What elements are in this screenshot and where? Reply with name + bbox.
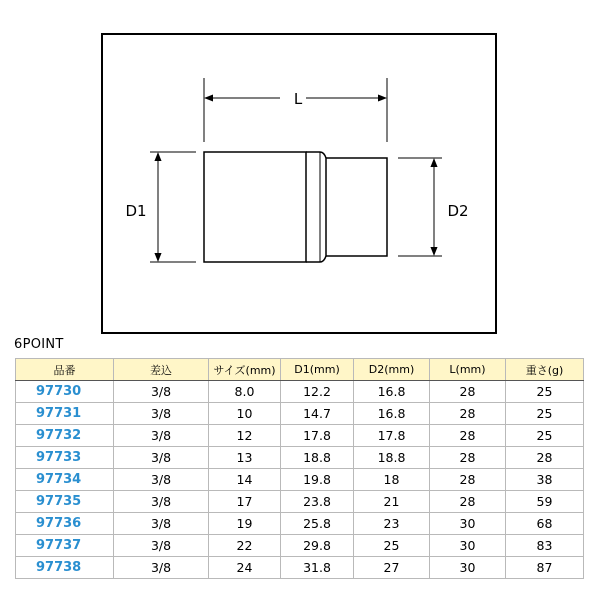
table-row [16,403,584,425]
d1: 14.7 [281,403,354,425]
d1: 29.8 [281,535,354,557]
table-row [16,535,584,557]
header-d1: D1(mm) [281,359,354,381]
size: 12 [209,425,281,447]
length: 30 [430,513,506,535]
d1: 19.8 [281,469,354,491]
header-weight: 重さ(g) [506,359,584,381]
table-row [16,513,584,535]
part-number: 97735 [16,491,114,513]
table-row [16,557,584,579]
header-d2: D2(mm) [354,359,430,381]
length: 28 [430,469,506,491]
header-length: L(mm) [430,359,506,381]
length: 28 [430,447,506,469]
weight: 25 [506,381,584,403]
drive: 3/8 [114,513,209,535]
diagram-frame [102,34,496,333]
table-row [16,469,584,491]
d1: 17.8 [281,425,354,447]
weight: 25 [506,425,584,447]
weight: 28 [506,447,584,469]
part-number: 97738 [16,557,114,579]
size: 19 [209,513,281,535]
dimension-d1-label: D1 [125,202,147,220]
part-number: 97733 [16,447,114,469]
part-number: 97732 [16,425,114,447]
drive: 3/8 [114,535,209,557]
socket-taper [306,152,326,262]
part-number: 97734 [16,469,114,491]
weight: 25 [506,403,584,425]
table-row [16,447,584,469]
spec-table [15,358,584,579]
header-part-number: 品番 [16,359,114,381]
length: 30 [430,535,506,557]
d2: 23 [354,513,430,535]
d1: 12.2 [281,381,354,403]
drive: 3/8 [114,447,209,469]
table-row [16,491,584,513]
d2: 18.8 [354,447,430,469]
d1: 23.8 [281,491,354,513]
drive: 3/8 [114,403,209,425]
weight: 59 [506,491,584,513]
weight: 87 [506,557,584,579]
d1: 31.8 [281,557,354,579]
length: 28 [430,381,506,403]
d2: 16.8 [354,403,430,425]
size: 13 [209,447,281,469]
d2: 16.8 [354,381,430,403]
drive: 3/8 [114,491,209,513]
socket-drive-end [326,158,387,256]
drive: 3/8 [114,381,209,403]
table-row [16,381,584,403]
weight: 38 [506,469,584,491]
part-number: 97730 [16,381,114,403]
d1: 25.8 [281,513,354,535]
drive: 3/8 [114,469,209,491]
d2: 17.8 [354,425,430,447]
part-number: 97736 [16,513,114,535]
dimension-l-label: L [293,90,303,108]
size: 8.0 [209,381,281,403]
table-header-row [16,359,584,381]
length: 28 [430,425,506,447]
drive: 3/8 [114,557,209,579]
part-number: 97737 [16,535,114,557]
header-size: サイズ(mm) [209,359,281,381]
header-drive: 差込 [114,359,209,381]
section-title: 6POINT [14,337,64,352]
d2: 27 [354,557,430,579]
d1: 18.8 [281,447,354,469]
length: 30 [430,557,506,579]
size: 24 [209,557,281,579]
part-number: 97731 [16,403,114,425]
weight: 83 [506,535,584,557]
table-row [16,425,584,447]
length: 28 [430,403,506,425]
size: 22 [209,535,281,557]
socket-body [204,152,306,262]
dimension-d2-label: D2 [447,202,469,220]
d2: 21 [354,491,430,513]
size: 14 [209,469,281,491]
weight: 68 [506,513,584,535]
length: 28 [430,491,506,513]
size: 17 [209,491,281,513]
size: 10 [209,403,281,425]
d2: 25 [354,535,430,557]
drive: 3/8 [114,425,209,447]
d2: 18 [354,469,430,491]
